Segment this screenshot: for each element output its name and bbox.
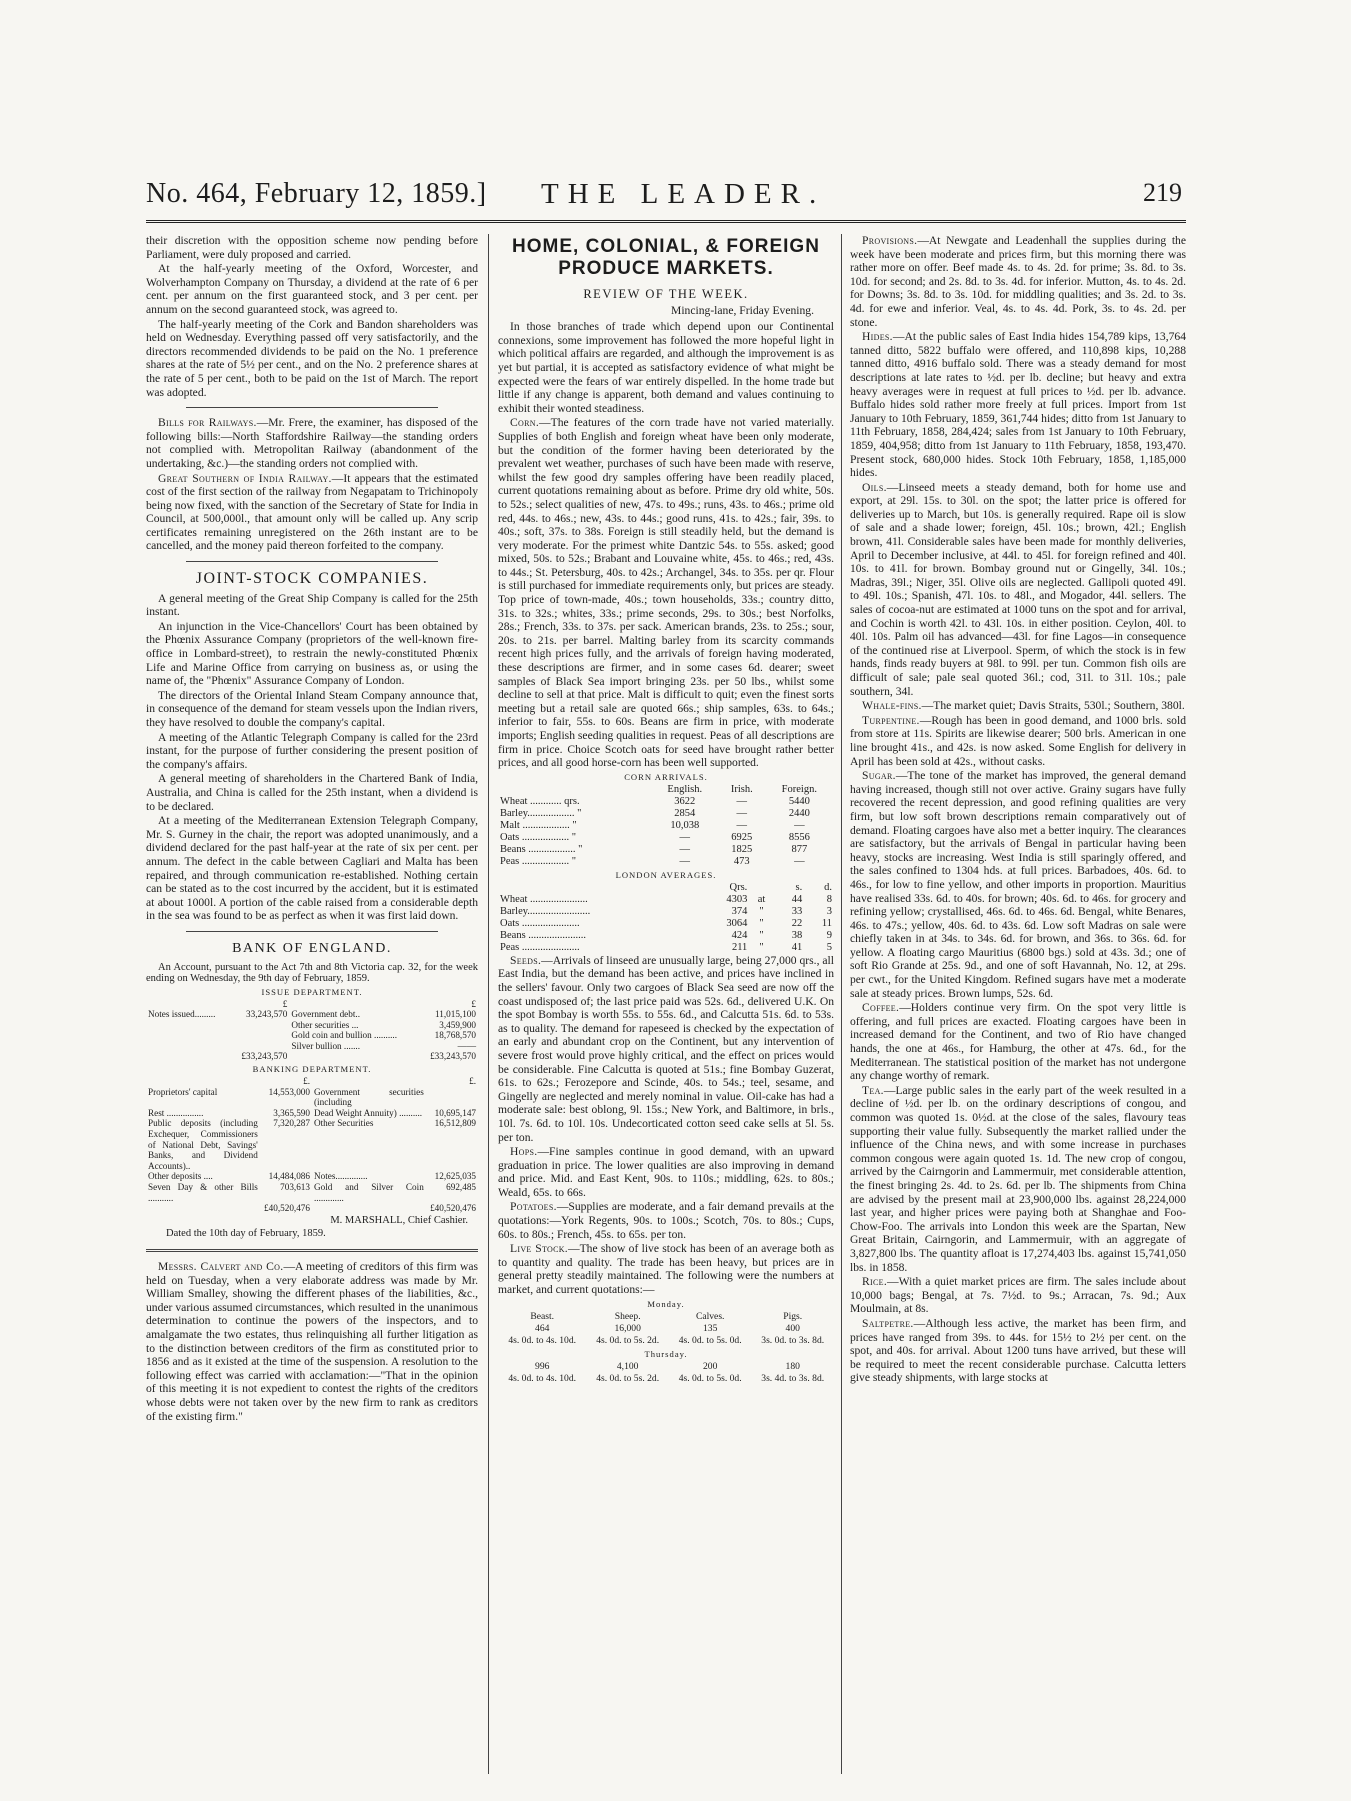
table-cell: £33,243,570: [430, 1051, 476, 1062]
paragraph-body: —At Newgate and Leadenhall the supplies during the week have been moderate and prices firm, but this morning there was rather more on offer. Beef made 4s. to 4s. 2d. for prime; 3s. 8d. to 3s. 10d. for second; and 2s. 8d. to 3s. 4d. for inferior. Mutton, 4s. to 4s. 2d. for Downs; 3s. 8d. to 3s. 10d. for middling qualities; and 3s. 2d. to 3s. 4d. for ewe and inferior. Veal, 4s. to 4s. 4d. Pork, 3s. to 4s. 2d. per stone.: [850, 234, 1186, 329]
lead-in: Rice.: [862, 1275, 888, 1289]
table-row: [146, 1087, 478, 1108]
paragraph: An Account, pursuant to the Act 7th and 8th Victoria cap. 32, for the week ending on Wednesday, the 9th day of February, 1859.: [146, 961, 478, 984]
table-cell: Calves.: [695, 1310, 725, 1322]
table-cell: 44: [791, 893, 803, 905]
table-cell: £33,243,570: [241, 1051, 288, 1062]
paragraph: [498, 1242, 834, 1296]
table-cell: 11: [821, 917, 832, 929]
table-cell: Government securities (including: [313, 1086, 424, 1108]
paragraph-body: —Arrivals of linseed are unusually large, being 27,000 qrs., all East India, but the demand has been active, and prices have inclined in the sellers' favour. Only two cargoes of Black Sea seed are now off the coast undisposed of; the last price paid was 52s. 6d., delivered U.K. On the spot Bombay is worth 55s. to 55s. 6d., and Calcutta 51s. 6d. to 53s. as to quality. The demand for rapeseed is checked by the expectation of an early and abundant crop on the Continent, but any intervention of severe frost would prove highly critical, and the effect on prices would be considerable. Fine Calcutta is quoted at 51s.; fine Bombay Guzerat, 61s. to 62s.; Ferozepore and Scinde, 40s. to 54s.; teel, sesame, and Gingelly are neglected and merely nominal in value. Oil-cake has had a moderate sale: best oblong, 9l. 15s.; New York, and Baltimore, in brls., 10l. 7s. 6d. to 10l. 10s. Undecorticated cotton seed cake sells at 5l. 5s. per ton.: [498, 953, 834, 1144]
section-heading: BANK OF ENGLAND.: [232, 940, 392, 956]
lead-in: Sugar.: [862, 769, 896, 783]
paragraph: In those branches of trade which depend upon our Continental connexions, some improvement has followed the more hopeful light in which political affairs are regarded, and although the improvement is as yet but partial, it is accepted as satisfactory evidence of what might be expected were the fears of war entirely dispelled. In the home trade but little if any change is apparent, both demand and values continuing to exhibit their wonted steadiness.: [498, 320, 834, 415]
column-2: [498, 234, 834, 1385]
paragraph-body: —A meeting of creditors of this firm was held on Tuesday, when a very elaborate address was made by Mr. William Smalley, showing the different phases of the liabilities, &c., under various assumed circumstances, which resulted in the unanimous determination to continue the powers of the inspectors, and to amalgamate the two estates, thus relinquishing all further litigation as to the distinction between creditors of the firm as constituted prior to 1856 and as it existed at the time of the suspension. A resolution to the following effect was carried with acclamation:—"That in the opinion of this meeting it is not expedient to contest the rights of the creditors whose debts were not taken over by the new firm to rank as creditors of the existing firm.": [146, 1259, 478, 1423]
table-row: [498, 844, 834, 856]
table-cell: Notes issued.........: [148, 1009, 216, 1020]
table-cell: 3622: [674, 795, 696, 807]
table-cell: 16,512,809: [434, 1118, 476, 1129]
table-cell: Foreign.: [781, 783, 817, 795]
paragraph-body: —The tone of the market has improved, the general demand having increased, though still not over active. Grainy sugars have fully recovered the recent depression, and good refining qualities are very firm, but low soft brown descriptions remain comparatively out of demand. Floating cargoes have also met a better inquiry. The clearances are satisfactory, but the arrivals of Bengal in particular having been heavy, stocks are increasing. West India is still sparingly offered, and the sales confined to 1304 hds. at full prices. Barbadoes, 40s. 6d. to 46s., for low to fine yellow, and other imports in proportion. Mauritius have realised 33s. 6d. to 40s. for brown; 40s. 6d. to 46s. for grocery and refining yellow; crystallised, 46s. 6d. to 46s. 6d. Bengal, white Benares, 46s. to 47s.; yellow, 40s. 6d. to 43s. 6d. Low soft Madras on sale were chiefly taken in at 34s. to 34s. 6d. for brown, and 36s. to 36s. 6d. for yellow. A floating cargo Mauritius (6800 bgs.) sold at 43s. 3d.; one of soft Rio Grande at 25s. 9d., and one of soft Havannah, No. 12, at 29s. per cwt., for the United Kingdom. Refined sugars have met a moderate sale at steady prices. Brown lumps, 52s. 6d.: [850, 769, 1186, 1000]
table-cell: 22: [791, 917, 803, 929]
table-row: [498, 942, 834, 954]
table-cell: —: [794, 855, 805, 867]
table-cell: 3,459,900: [439, 1019, 476, 1030]
table-cell: 8: [826, 893, 832, 905]
lead-in: Hides.: [862, 330, 893, 344]
column-1: [146, 234, 478, 1424]
paragraph: An injunction in the Vice-Chancellors' Court has been obtained by the Phœnix Assurance Company (proprietors of the well-known fire-office in Lombard-street), to restrain the newly-constituted Phœnix Life and Marine Office from carrying on business as, or using the name of, the "Phœnix" Assurance Company of London.: [146, 619, 478, 688]
table-cell: ——: [457, 1040, 476, 1051]
lead-in: Corn.: [510, 416, 540, 430]
table-cell: [312, 1203, 426, 1214]
table-cell: Government debt..: [291, 1009, 360, 1020]
table-cell: 3,365,590: [273, 1107, 310, 1118]
column-rule: [488, 234, 489, 1774]
table-cell: Notes..............: [313, 1171, 368, 1182]
table-caption: CORN ARRIVALS.: [624, 771, 708, 782]
table-cell: Rest ................: [148, 1107, 204, 1118]
lead-in: Oils.: [862, 480, 887, 494]
table-row: [146, 1118, 478, 1171]
table-cell: [146, 1203, 260, 1214]
table-cell: 4303: [726, 893, 748, 905]
section-heading: HOME, COLONIAL, & FOREIGN PRODUCE MARKETS.: [512, 236, 820, 279]
page-number: 219: [1143, 178, 1182, 207]
table-cell: Beans ......................: [500, 929, 587, 941]
paragraph: [850, 1084, 1186, 1274]
table-cell: 374: [731, 905, 748, 917]
table-cell: Gold and Silver Coin .............: [313, 1182, 424, 1203]
paragraph: their discretion with the opposition scheme now pending before Parliament, were duly proposed and carried.: [146, 234, 478, 261]
table-cell: 3: [826, 905, 832, 917]
table-caption: Monday.: [647, 1298, 685, 1309]
table-cell: 7,320,287: [273, 1118, 310, 1129]
table-cell: 6925: [731, 831, 753, 843]
table-row: [146, 1030, 478, 1041]
divider: [186, 931, 438, 932]
table-cell: [312, 1076, 426, 1087]
lead-in: Live Stock.: [510, 1242, 568, 1256]
table-cell: Sheep.: [614, 1310, 641, 1322]
table-cell: 4s. 0d. to 4s. 10d.: [508, 1334, 577, 1346]
table-cell: 14,553,000: [268, 1086, 310, 1097]
table-cell: 877: [791, 843, 808, 855]
table-cell: £.: [469, 1076, 476, 1087]
table-cell: [146, 1051, 230, 1062]
subheading: REVIEW OF THE WEEK.: [583, 287, 749, 301]
paragraph: A general meeting of the Great Ship Company is called for the 25th instant.: [146, 591, 478, 619]
paragraph: [850, 714, 1186, 768]
table-cell: 2440: [788, 807, 810, 819]
paragraph: [850, 1001, 1186, 1083]
table-cell: Peas ......................: [500, 941, 580, 953]
table-cell: Gold coin and bullion ..........: [291, 1030, 398, 1041]
table-cell: 5: [826, 941, 832, 953]
lead-in: Messrs. Calvert and Co.: [158, 1259, 284, 1273]
table-row: [498, 784, 834, 796]
table-cell: Other securities ...: [291, 1019, 359, 1030]
page-header: [146, 176, 1186, 223]
table-cell: Barley.................. ": [500, 807, 582, 819]
paragraph: [850, 481, 1186, 699]
paragraph: The directors of the Oriental Inland Steam Company announce that, in consequence of the demand for steam vessels upon the Indian rivers, they have resolved to double the company's capital.: [146, 688, 478, 729]
table-cell: £: [471, 998, 476, 1009]
paragraph: [850, 234, 1186, 329]
table-row: [498, 820, 834, 832]
table-caption: ISSUE DEPARTMENT.: [261, 986, 363, 997]
table-cell: 41: [791, 941, 803, 953]
table-cell: 9: [826, 929, 832, 941]
signature: M. MARSHALL, Chief Cashier.: [330, 1214, 468, 1226]
paragraph-body: —Linseed meets a steady demand, both for home use and export, at 29l. 15s. to 30l. on the spot; the latter price is offered for deliveries up to March, but 10s. is generally required. Rape oil is slow of sale and a shade lower; foreign, 45l. 10s.; brown, 42l.; English brown, 41l. Considerable sales have been made for monthly deliveries, April to December inclusive, at 44l. to 45l. for foreign refined and 40l. 10s. to 41l. for brown. Bombay ground nut or Gingelly, 34l. 10s.; Madras, 39l.; Niger, 35l. Olive oils are neglected. Gallipoli quoted 49l. to 49l. 10s.; Spanish, 47l. 10s. to 48l., and Mogador, 44l. sellers. The sales of cocoa-nut are estimated at 1000 tuns on the spot and for arrival, and Cochin is worth 42l. to 43l. 10s. in either position. Ceylon, 40l. to 40l. 10s. Palm oil has advanced—43l. for fine Lagos—in consequence of the continued rise at Liverpool. Sperm, of which the stock is in few hands, finds ready buyers at 98l. to 99l. per tun. Common fish oils are difficult of sale; pale seal quoted 36l.; cod, 31l. to 31l. 10s.; pale southern, 34l.: [850, 480, 1186, 698]
table-cell: 38: [791, 929, 803, 941]
corn-arrivals-table: [498, 784, 834, 868]
table-row: [146, 1009, 478, 1020]
paragraph: A meeting of the Atlantic Telegraph Company is called for the 23rd instant, for the purpose of further considering the present position of the company's affairs.: [146, 730, 478, 771]
paragraph-body: —Holders continue very firm. On the spot very little is offering, and full prices are exacted. Floating cargoes have been in increased demand for the Continent, and two of Rio have changed hands, the one at 46s., for Hamburg, the other at 47s. 6d., for the Mediterranean. The statistical position of the market has not undergone any change worthy of remark.: [850, 1001, 1186, 1083]
table-cell: [498, 882, 697, 894]
table-cell: 180: [785, 1360, 800, 1372]
paragraph-body: —At the public sales of East India hides 154,789 kips, 13,764 tanned ditto, 5822 buffalo were offered, and 110,898 kips, 10,288 tanned ditto, 4916 buffalo sold. There was a steady demand for most descriptions at late rates to ½d. per lb. decline; but heavy and extra heavy averages were in request at full prices to ½d. per lb. advance. Buffalo hides sold rather more freely at full prices. Import from 1st January to 10th February, 1859, 361,744 hides; ditto from 1st January to 11th February, 1858, 284,424; sales from 1st January to 10th February, 1859, 404,958; ditto from 1st January to 11th February, 1858, 193,470. Present stock, 680,000 hides. Stock 10th February, 1858, 1,185,000 hides.: [850, 330, 1186, 480]
lead-in: Saltpetre.: [862, 1316, 914, 1330]
paragraph: [498, 954, 834, 1144]
paragraph-body: —With a quiet market prices are firm. The sales include about 10,000 bags; Bengal, at 7s. 7½d. to 9s.; Arracan, 7s. 9d.; Aux Moulmain, at 8s.: [850, 1275, 1186, 1316]
issue-department-table: [146, 999, 478, 1063]
table-cell: English.: [667, 783, 703, 795]
table-cell: —: [679, 831, 691, 843]
table-caption: LONDON AVERAGES.: [615, 869, 717, 880]
table-cell: 11,015,100: [434, 1009, 476, 1020]
table-cell: [146, 1030, 230, 1041]
lead-in: Bills for Railways.: [158, 416, 257, 430]
lead-in: Great Southern of India Railway.: [158, 471, 332, 485]
table-cell: ": [759, 941, 764, 953]
table-row: [498, 882, 834, 894]
table-cell: 3064: [726, 917, 748, 929]
table-cell: —: [679, 843, 691, 855]
table-row: [498, 1323, 834, 1335]
table-row: [498, 930, 834, 942]
table-cell: —: [794, 819, 805, 831]
table-cell: [230, 1030, 289, 1041]
paragraph-body: —Large public sales in the early part of the week resulted in a decline of ½d. per lb. on the ordinary descriptions of congou, and common was quoted 1s. 0½d. at the close of the sales, flavoury teas supporting their value fully. Subsequently the market rallied under the influence of the China news, and with some increase in purchases common congous were again quoted 1s. 1d. The new crop of congou, arrived by the Cairngorin and Lammermuir, met considerable attention, the finest bringing 2s. 4d. to 2s. 6d. per lb. The shipments from China are advised by the present mail at 23,900,000 lbs. against 28,224,000 last year, and higher prices were paying both at Shanghae and Foo-Chow-Foo. The arrivals into London this week are the Spartan, New Great Britain, Cairngorin, and Lammermuir, with an aggregate of 3,827,800 lbs. The quantity afloat is 17,274,403 lbs. against 15,741,050 lbs. in 1858.: [850, 1083, 1186, 1274]
table-row: [498, 796, 834, 808]
table-row: [498, 808, 834, 820]
table-cell: Barley........................: [500, 905, 591, 917]
lead-in: Potatoes.: [510, 1200, 557, 1214]
paragraph: [850, 699, 1186, 713]
table-cell: [230, 1041, 289, 1052]
table-row: [146, 1171, 478, 1182]
table-cell: 14,484,086: [268, 1171, 310, 1182]
table-cell: Malt .................. ": [500, 819, 577, 831]
table-row: [146, 1041, 478, 1052]
paragraph: [850, 1317, 1186, 1385]
table-cell: 3s. 4d. to 3s. 8d.: [761, 1372, 825, 1384]
newspaper-page: [146, 176, 1186, 1423]
paragraph-body: —It appears that the estimated cost of the first section of the railway from Negapatam to Trichinopoly being now fixed, with the sanction of the Secretary of State for India in Council, at 500,000l., that amount only will be called up. Any scrip certificates remaining unregistered on the 26th instant are to be cancelled, and the money paid thereon forfeited to the company.: [146, 471, 479, 553]
table-row: [498, 918, 834, 930]
market-table-monday: [498, 1311, 834, 1347]
lead-in: Turpentine.: [862, 713, 920, 727]
table-cell: 135: [703, 1322, 718, 1334]
paragraph: A general meeting of shareholders in the Chartered Bank of India, Australia, and China is called for the 25th instant, when a dividend is to be declared.: [146, 772, 478, 813]
table-cell: 473: [733, 855, 750, 867]
table-cell: 996: [535, 1360, 550, 1372]
table-cell: 4,100: [616, 1360, 639, 1372]
paragraph: At the half-yearly meeting of the Oxford, Worcester, and Wolverhampton Company on Thursday, a dividend at the rate of 6 per cent. per annum on the first guaranteed stock, and 3 per cent. per annum on the second guaranteed stock, was agreed to.: [146, 262, 478, 316]
table-cell: ": [759, 905, 764, 917]
table-cell: 3s. 0d. to 3s. 8d.: [761, 1334, 825, 1346]
table-cell: Qrs.: [729, 881, 748, 893]
paragraph-body: —The show of live stock has been of an average both as to quantity and quality. The trade has been heavy, but prices are in general pretty steadily maintained. The following were the numbers at market, and current quotations:—: [498, 1242, 834, 1297]
table-cell: 692,485: [446, 1182, 476, 1192]
table-cell: Public deposits (including Exchequer, Commissioners of National Debt, Savings' Banks, and Dividend Accounts)..: [148, 1118, 258, 1171]
banking-department-table: [146, 1076, 478, 1214]
paragraph: [498, 1145, 834, 1199]
paragraph-body: —Supplies are moderate, and a fair demand prevails at the quotations:—York Regents, 90s. to 100s.; Scotch, 70s. to 80s.; Cups, 60s. to 80s.; French, 45s. to 65s. per ton.: [498, 1200, 834, 1241]
table-cell: 464: [535, 1322, 550, 1334]
paragraph: [146, 1260, 478, 1423]
table-row: [498, 1311, 834, 1323]
table-cell: 703,613: [280, 1182, 310, 1192]
table-caption: BANKING DEPARTMENT.: [252, 1064, 372, 1075]
table-cell: 10,038: [670, 819, 700, 831]
lead-in: Tea.: [862, 1083, 884, 1097]
table-cell: [289, 999, 419, 1010]
table-cell: £40,520,476: [264, 1203, 310, 1214]
table-cell: Other Securities: [313, 1118, 374, 1129]
table-cell: —: [679, 855, 691, 867]
table-cell: 18,768,570: [434, 1030, 476, 1041]
lead-in: Hops.: [510, 1145, 538, 1159]
dateline: Dated the 10th day of February, 1859.: [166, 1228, 326, 1240]
paragraph: [146, 416, 478, 470]
table-cell: Other deposits ....: [148, 1171, 213, 1182]
divider: [186, 561, 438, 562]
table-cell: Wheat ............ qrs.: [500, 795, 580, 807]
paragraph-body: —The features of the corn trade have not varied materially. Supplies of both English and foreign wheat have been only moderate, but the condition of the former having been deteriorated by the prevalent wet weather, purchases of such have been made with reserve, whilst the few good dry samples offering have been readily placed, current quotations remaining about as before. Prime dry old white, 50s. to 52s.; select qualities of new, 47s. to 49s.; runs, 43s. to 46s.; prime old red, 44s. to 46s.; new, 43s. to 44s.; good runs, 41s. to 42s.; fair, 39s. to 40s.; soft, 37s. to 38s. Foreign is still steadily held, but the demand is very moderate. For the primest white Dantzic 54s. to 55s. asked; good mixed, 50s. to 52s.; Brabant and Louvaine white, 45s. to 46s.; red, 43s. to 44s.; St. Petersburg, 40s. to 42s.; Archangel, 34s. to 35s. per qr. Flour is still purchased for immediate requirements only, but prices are steady. Top price of town-made, 40s.; town households, 33s.; country ditto, 31s. to 32s.; whites, 33s.; prime seconds, 29s. to 30s.; best Norfolks, 28s.; French, 33s. to 37s. per sack. American brands, 23s. to 25s.; sour, 20s. to 21s. per barrel. Malting barley from its scarcity commands recent high prices fully, and the arrivals of foreign having moderated, these descriptions are firmer, and in some cases 6d. dearer; sweet samples of Black Sea import bringing 23s. per 50 lbs., whilst some decline to sell at that price. Malt is difficult to quit; even the finest sorts meeting but a retail sale are quoted 66s.; ship samples, 63s. to 64s.; inferior to fair, 55s. to 60s. Beans are firm in price, with moderate imports; English seeding qualities in request. Peas of all descriptions are firm in price. Choice Scotch oats for seed have brought rather better prices, and all good horse-corn has been well supported.: [498, 416, 834, 770]
table-cell: Proprietors' capital: [148, 1086, 218, 1097]
table-row: [498, 1373, 834, 1385]
table-cell: 5440: [788, 795, 810, 807]
paragraph: [850, 330, 1186, 480]
paragraph: [498, 416, 834, 769]
divider: [146, 1249, 478, 1252]
table-row: [146, 1182, 478, 1203]
table-row: [498, 906, 834, 918]
table-cell: 16,000: [614, 1322, 641, 1334]
paragraph: At a meeting of the Mediterranean Extension Telegraph Company, Mr. S. Gurney in the chair, the report was adopted unanimously, and a dividend declared for the past half-year at the rate of six per cent. per annum. The defect in the cable between Cagliari and Malta has been repaired, and through communication re-established. Nothing certain can be stated as to the cost incurred by the accident, but it is estimated at about 1000l. A portion of the cable raised from a considerable depth in the sea was found to be as perfect as when it was first laid down.: [146, 814, 478, 923]
lead-in: Whale-fins.: [862, 699, 922, 713]
table-row: [146, 1076, 478, 1087]
table-row: [498, 1335, 834, 1347]
table-cell: Beast.: [530, 1310, 555, 1322]
table-cell: Pigs.: [783, 1310, 803, 1322]
paragraph-body: —Although less active, the market has been firm, and prices have ranged from 39s. to 44s. for 15½ to 2½ per cent. on the spot, and 40s. for arrival. About 1200 tuns have arrived, but these will be required to meet the recent considerable purchase. Calcutta letters give steady shipments, with large stocks at: [850, 1316, 1186, 1385]
table-cell: 8556: [788, 831, 810, 843]
table-row: [146, 1203, 478, 1214]
table-cell: £.: [303, 1076, 310, 1087]
table-cell: ": [759, 917, 764, 929]
table-cell: 211: [731, 941, 748, 953]
table-cell: Beans .................. ": [500, 843, 583, 855]
table-cell: 2854: [674, 807, 696, 819]
table-row: [146, 1051, 478, 1062]
table-cell: [498, 784, 651, 796]
table-cell: £40,520,476: [430, 1203, 476, 1214]
table-cell: 424: [731, 929, 748, 941]
table-cell: [146, 999, 230, 1010]
table-cell: 1825: [731, 843, 753, 855]
table-cell: Dead Weight Annuity) ..........: [313, 1107, 423, 1118]
paragraph-body: —Fine samples continue in good demand, with an upward graduation in price. The lower qualities are also improving in demand and price. Mid. and East Kent, 90s. to 110s.; middling, 62s. to 80s.; Weald, 65s. to 66s.: [498, 1145, 834, 1199]
table-row: [146, 1108, 478, 1119]
divider: [186, 407, 438, 408]
paragraph-body: —Mr. Frere, the examiner, has disposed of the following bills:—North Staffordshire Railway—the standing orders not complied with. Metropolitan Railway (abandonment of the undertaking, &c.)—the standing orders not complied with.: [146, 416, 478, 470]
table-row: [498, 832, 834, 844]
table-cell: Oats .................. ": [500, 831, 577, 843]
table-cell: Seven Day & other Bills ...........: [148, 1182, 258, 1203]
table-cell: 4s. 0d. to 5s. 2d.: [596, 1334, 660, 1346]
masthead-title: THE LEADER.: [541, 178, 826, 210]
table-cell: —: [736, 795, 748, 807]
table-row: [146, 1020, 478, 1031]
column-rule: [841, 234, 842, 1774]
table-cell: ": [759, 929, 764, 941]
column-3: [850, 234, 1186, 1386]
table-cell: —: [736, 807, 748, 819]
table-cell: Silver bullion .......: [291, 1040, 361, 1051]
section-heading: JOINT-STOCK COMPANIES.: [195, 570, 429, 588]
paragraph-body: —The market quiet; Davis Straits, 530l.; Southern, 380l.: [921, 699, 1185, 713]
lead-in: Provisions.: [862, 234, 918, 247]
table-caption: Thursday.: [644, 1348, 688, 1359]
paragraph: [146, 472, 478, 554]
table-cell: 200: [703, 1360, 718, 1372]
london-averages-table: [498, 882, 834, 954]
table-cell: —: [736, 819, 748, 831]
table-cell: 4s. 0d. to 5s. 0d.: [678, 1334, 742, 1346]
paragraph: [498, 1200, 834, 1241]
market-table-thursday: [498, 1361, 834, 1385]
table-cell: d.: [824, 881, 832, 893]
table-cell: 33,243,570: [246, 1009, 288, 1020]
table-cell: 4s. 0d. to 5s. 0d.: [678, 1372, 742, 1384]
table-cell: [426, 1087, 478, 1108]
table-cell: 4s. 0d. to 5s. 2d.: [596, 1372, 660, 1384]
paragraph-body: —Rough has been in good demand, and 1000 brls. sold from store at 11s. Spirits are likewise dearer; 500 brls. American in one line brought 41s., and 42s. is now asked. Some English for delivery in April has been sold at 42s., without casks.: [850, 713, 1186, 768]
table-cell: 4s. 0d. to 4s. 10d.: [508, 1372, 577, 1384]
table-cell: Wheat ......................: [500, 893, 588, 905]
table-cell: at: [757, 893, 766, 905]
table-cell: 10,695,147: [434, 1107, 476, 1118]
table-cell: 33: [791, 905, 803, 917]
dateline: Mincing-lane, Friday Evening.: [671, 303, 814, 317]
table-cell: Oats ......................: [500, 917, 580, 929]
table-row: [498, 894, 834, 906]
table-cell: 400: [785, 1322, 800, 1334]
lead-in: Coffee.: [862, 1001, 900, 1015]
table-cell: [749, 882, 773, 894]
table-cell: [146, 1020, 230, 1031]
table-cell: s.: [795, 881, 803, 893]
table-row: [146, 999, 478, 1010]
table-cell: [289, 1051, 419, 1062]
table-cell: Peas .................. ": [500, 855, 577, 867]
table-cell: [146, 1076, 260, 1087]
table-cell: [146, 1041, 230, 1052]
paragraph: [850, 1275, 1186, 1316]
paragraph: [850, 769, 1186, 1000]
table-cell: Irish.: [730, 783, 753, 795]
table-cell: 12,625,035: [434, 1171, 476, 1182]
lead-in: Seeds.: [510, 953, 542, 967]
table-cell: [230, 1020, 289, 1031]
table-row: [498, 856, 834, 868]
issue-date: No. 464, February 12, 1859.]: [146, 178, 487, 209]
table-cell: £: [282, 998, 288, 1009]
paragraph: The half-yearly meeting of the Cork and Bandon shareholders was held on Wednesday. Everything passed off very satisfactorily, and the directors recommended dividends to be paid on the No. 1 preference shares at the rate of 5½ per cent., and on the No. 2 preference shares at the rate of 5 per cent., both to be paid on the 1st of March. The report was adopted.: [146, 317, 478, 399]
table-row: [498, 1361, 834, 1373]
